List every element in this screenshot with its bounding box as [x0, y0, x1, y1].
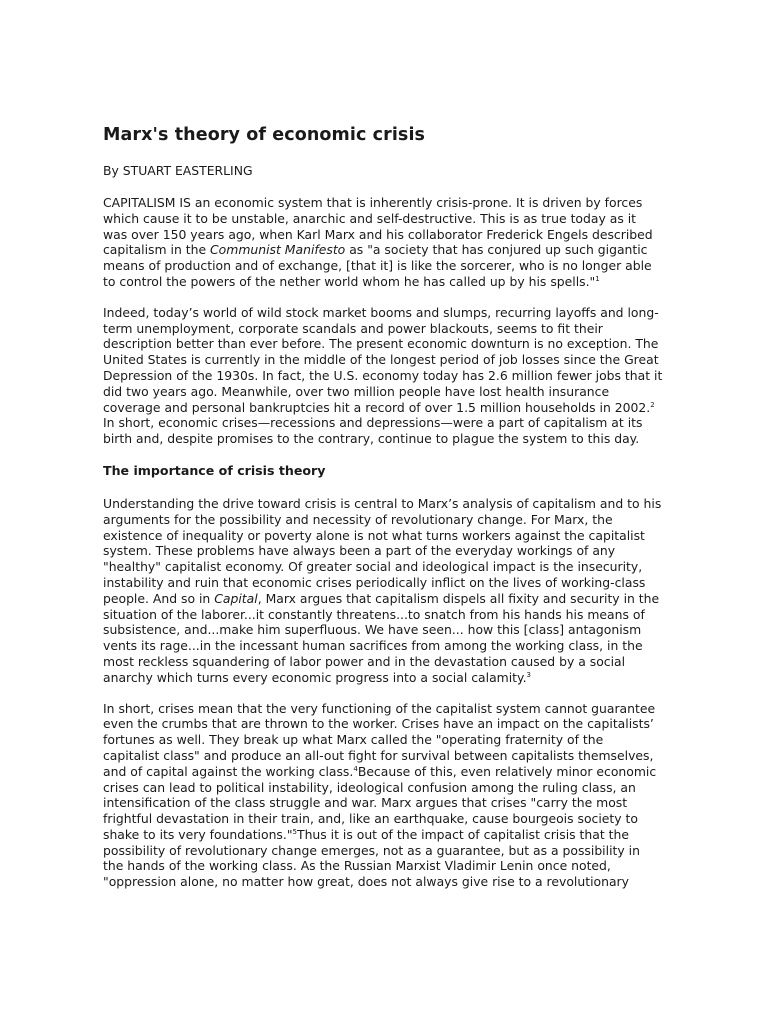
paragraph-text: In short, crises mean that the very functioning of the capitalist system cannot guarantee even the crumbs that are thrown to the worker. Crises have an impact on the capitalists’ fortunes as well. They break up what Marx called the "operating fraternity of the capitalist class" and produce an all-out fight for survival between capitalists themselves, and of capital against the working class.	[103, 700, 656, 779]
footnote-ref-5: 5	[292, 827, 297, 836]
book-title-communist-manifesto: Communist Manifesto	[210, 242, 346, 258]
document-page	[103, 124, 663, 890]
footnote-ref-3: 3	[526, 670, 532, 679]
paragraph-text: In short, economic crises—recessions and depressions—were a part of capitalism at its birth and, despite promises to the contrary, continue to plague the system to this day.	[103, 415, 643, 447]
paragraph-text: Indeed, today’s world of wild stock market booms and slumps, recurring layoffs and long-term unemployment, corporate scandals and power blackouts, seems to fit their description better than ever before. The present economic downturn is no exception. The United States is currently in the middle of the longest period of job losses since the Great Depression of the 1930s. In fact, the U.S. economy today has 2.6 million fewer jobs that it did two years ago. Meanwhile, over two million people have lost health insurance coverage and personal bankruptcies hit a record of over 1.5 million households in 2002.	[103, 304, 663, 415]
paragraph-text: Understanding the drive toward crisis is central to Marx’s analysis of capitalism and to his arguments for the possibility and necessity of revolutionary change. For Marx, the existence of inequality or poverty alone is not what turns workers against the capitalist system. These problems have always been a part of the everyday workings of any "healthy" capitalist economy. Of greater social and ideological impact is the insecurity, instability and ruin that economic crises periodically inflict on the lives of working-class people. And so in	[103, 495, 662, 606]
footnote-ref-1: 1	[595, 274, 600, 283]
paragraph-text: CAPITALISM IS an economic system that is inherently crisis-prone. It is driven by forces which cause it to be unstable, anarchic and self-destructive. This is as true today as it was over 150 years ago, when Karl Marx and his collaborator Frederick Engels described capitalism in the	[103, 195, 653, 258]
paragraph-text: , Marx argues that capitalism dispels all fixity and security in the situation of the laborer...it constantly threatens...to snatch from his hands his means of subsistence, and...make him superfluous. We have seen... how this [class] antagonism vents its rage...in the incessant human sacrifices from among the working class, in the most reckless squandering of labor power and in the devastation caused by a social anarchy which turns every economic progress into a social calamity.	[103, 590, 660, 685]
paragraph-1	[103, 195, 663, 290]
article-title: Marx's theory of economic crisis	[103, 125, 426, 145]
byline: By STUART EASTERLING	[103, 163, 253, 178]
paragraph-text: Thus it is out of the impact of capitalist crisis that the possibility of revolutionary change emerges, not as a guarantee, but as a possibility in the hands of the working class. As the Russian Marxist Vladimir Lenin once noted, "oppression alone, no matter how great, does not always give rise to a revolutionary	[103, 826, 640, 890]
footnote-ref-2: 2	[650, 400, 655, 409]
paragraph-2	[103, 305, 663, 447]
section-heading: The importance of crisis theory	[103, 462, 326, 478]
paragraph-3	[103, 496, 663, 686]
book-title-capital: Capital	[214, 590, 258, 606]
footnote-ref-4: 4	[353, 764, 358, 773]
paragraph-text: Because of this, even relatively minor economic crises can lead to political instability, ideological confusion among the ruling class, an intensification of the class struggle and war. Marx argues that crises "carry the most frightful devastation in their train, and, like an earthquake, cause bourgeois society to shake to its very foundations."	[103, 763, 657, 842]
paragraph-text: as "a society that has conjured up such gigantic means of production and of exchange, [that it] is like the sorcerer, who is no longer able to control the powers of the nether world whom he has called up by his spells."	[103, 242, 652, 289]
paragraph-4	[103, 701, 663, 891]
